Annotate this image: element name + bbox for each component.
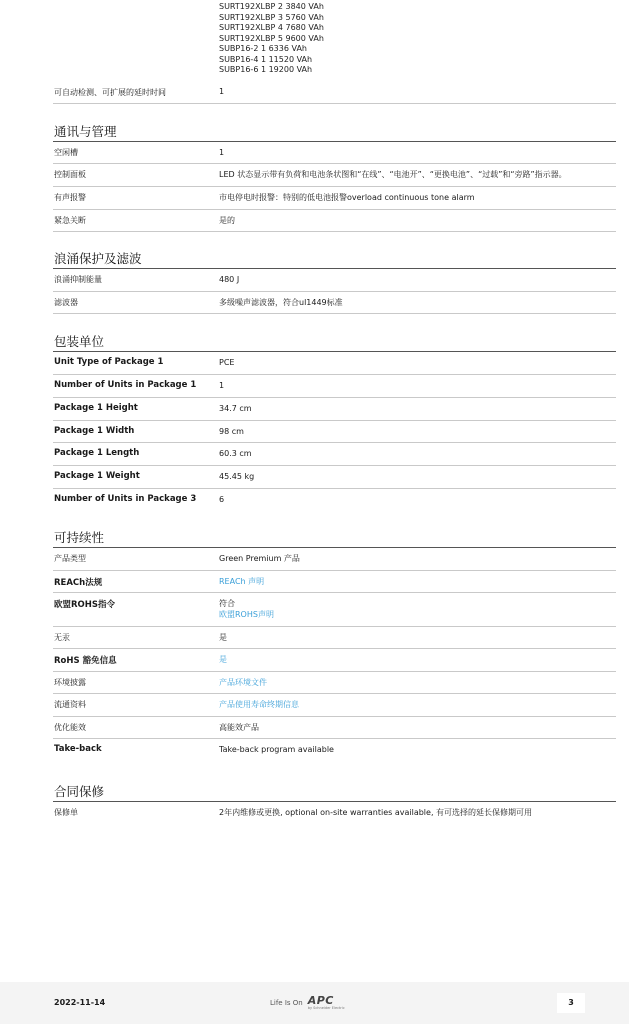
spec-row — [53, 292, 616, 314]
battery-option: SURT192XLBP 2 3840 VAh — [219, 2, 324, 11]
row-value: 多级噪声滤波器，符合ul1449标准 — [219, 298, 343, 307]
spec-row — [53, 717, 616, 739]
footer-date: 2022-11-14 — [54, 998, 106, 1007]
row-value: 是 — [219, 633, 227, 642]
battery-option: SURT192XLBP 3 5760 VAh — [219, 12, 324, 22]
section-communications — [53, 121, 616, 232]
row-label: 环境披露 — [54, 678, 86, 687]
environmental-profile-link[interactable]: 产品环境文件 — [219, 678, 267, 687]
rohs-compliant-value: 符合 — [219, 599, 235, 608]
spec-row — [53, 164, 616, 187]
row-value: 1 — [219, 148, 225, 157]
row-label: 紧急关断 — [54, 216, 86, 225]
spec-row — [53, 571, 616, 593]
row-label: Number of Units in Package 1 — [54, 380, 197, 390]
row-value: 480 J — [219, 275, 240, 284]
battery-option: SURT192XLBP 5 9600 VAh — [219, 33, 324, 43]
spec-row — [53, 627, 616, 649]
section-sustainability — [53, 527, 616, 762]
end-of-life-info-link[interactable]: 产品使用寿命终期信息 — [219, 700, 299, 709]
spec-row — [53, 694, 616, 717]
reach-declaration-link[interactable]: REACh 声明 — [219, 577, 265, 586]
battery-option: SUBP16-2 1 6336 VAh — [219, 44, 307, 53]
page-number: 3 — [557, 993, 585, 1013]
brand-subtitle: by Schneider Electric — [307, 1006, 345, 1010]
spec-row — [53, 352, 616, 375]
section-title: 合同保修 — [53, 781, 616, 802]
spec-row — [53, 269, 616, 292]
row-value: 是的 — [219, 216, 235, 225]
row-label: RoHS 豁免信息 — [54, 656, 117, 666]
row-label: 产品类型 — [54, 554, 86, 563]
spec-row — [53, 187, 616, 210]
row-value — [219, 598, 274, 620]
row-label: 优化能效 — [54, 723, 86, 732]
row-label: 控制面板 — [54, 170, 86, 179]
row-label: 保修单 — [54, 808, 78, 817]
row-value: 6 — [219, 495, 225, 504]
row-label: 可自动检测、可扩展的延时时间 — [54, 88, 166, 97]
row-label: Package 1 Width — [54, 426, 135, 436]
section-title: 浪涌保护及滤波 — [53, 248, 616, 269]
row-label: Package 1 Weight — [54, 471, 140, 481]
row-label: Number of Units in Package 3 — [54, 494, 197, 504]
spec-row — [53, 593, 616, 627]
spec-row — [53, 398, 616, 421]
row-label: 流通资料 — [54, 700, 86, 709]
row-label: 有声报警 — [54, 193, 86, 202]
section-title: 通讯与管理 — [53, 121, 616, 142]
row-label: Unit Type of Package 1 — [54, 357, 164, 367]
brand-mark — [308, 995, 345, 1011]
row-label: 空闲槽 — [54, 148, 78, 157]
brand-name: APC — [307, 994, 334, 1007]
spec-row — [53, 466, 616, 489]
row-value: 34.7 cm — [219, 404, 252, 413]
runtime-row — [53, 82, 616, 104]
rohs-declaration-link[interactable]: 欧盟ROHS声明 — [219, 610, 274, 619]
battery-option: SURT192XLBP 4 7680 VAh — [219, 23, 324, 32]
spec-row — [53, 739, 616, 762]
rohs-exemption-link[interactable]: 是 — [219, 655, 227, 664]
row-value: 1 — [219, 87, 225, 96]
tagline: Life Is On — [270, 999, 303, 1007]
spec-row — [53, 672, 616, 694]
spec-row — [53, 548, 616, 571]
battery-option: SUBP16-6 1 19200 VAh — [219, 65, 313, 74]
section-title: 可持续性 — [53, 527, 616, 548]
row-value: 2年内维修或更换, optional on-site warranties available, 有可选择的延长保修期可用 — [219, 808, 533, 817]
spec-row — [53, 443, 616, 466]
row-value: 高能效产品 — [219, 723, 259, 732]
row-label: 无汞 — [54, 633, 70, 642]
row-value: 45.45 kg — [219, 472, 255, 481]
row-label: Package 1 Length — [54, 448, 140, 458]
row-label: Take-back — [54, 744, 102, 754]
section-title: 包装单位 — [53, 331, 616, 352]
section-surge-protection — [53, 248, 616, 314]
spec-row — [53, 421, 616, 443]
row-label: 浪涌抑制能量 — [54, 275, 102, 284]
row-value: 98 cm — [219, 427, 244, 436]
section-warranty — [53, 781, 616, 824]
spec-row — [53, 142, 616, 164]
spec-row — [53, 802, 616, 824]
apc-logo — [270, 993, 345, 1013]
row-value: 60.3 cm — [219, 449, 252, 458]
page-footer — [0, 982, 629, 1024]
battery-options-list — [219, 2, 324, 76]
spec-row — [53, 375, 616, 398]
row-label: Package 1 Height — [54, 403, 138, 413]
row-value: Green Premium 产品 — [219, 554, 300, 563]
row-label: 滤波器 — [54, 298, 78, 307]
section-packaging — [53, 331, 616, 511]
battery-option: SUBP16-4 1 11520 VAh — [219, 54, 313, 64]
row-label: REACh法规 — [54, 578, 103, 588]
row-value: LED 状态显示带有负荷和电池条状图和“在线”、“电池开”、“更换电池”、“过载”和“旁路”指示器。 — [219, 170, 567, 179]
spec-row — [53, 210, 616, 232]
row-value: 1 — [219, 381, 225, 390]
spec-row — [53, 649, 616, 672]
row-value: Take-back program available — [219, 745, 334, 754]
spec-row — [53, 489, 616, 511]
row-value: PCE — [219, 358, 235, 367]
row-value: 市电停电时报警：特别的低电池报警overload continuous tone alarm — [219, 193, 475, 202]
row-label: 欧盟ROHS指令 — [54, 600, 116, 610]
